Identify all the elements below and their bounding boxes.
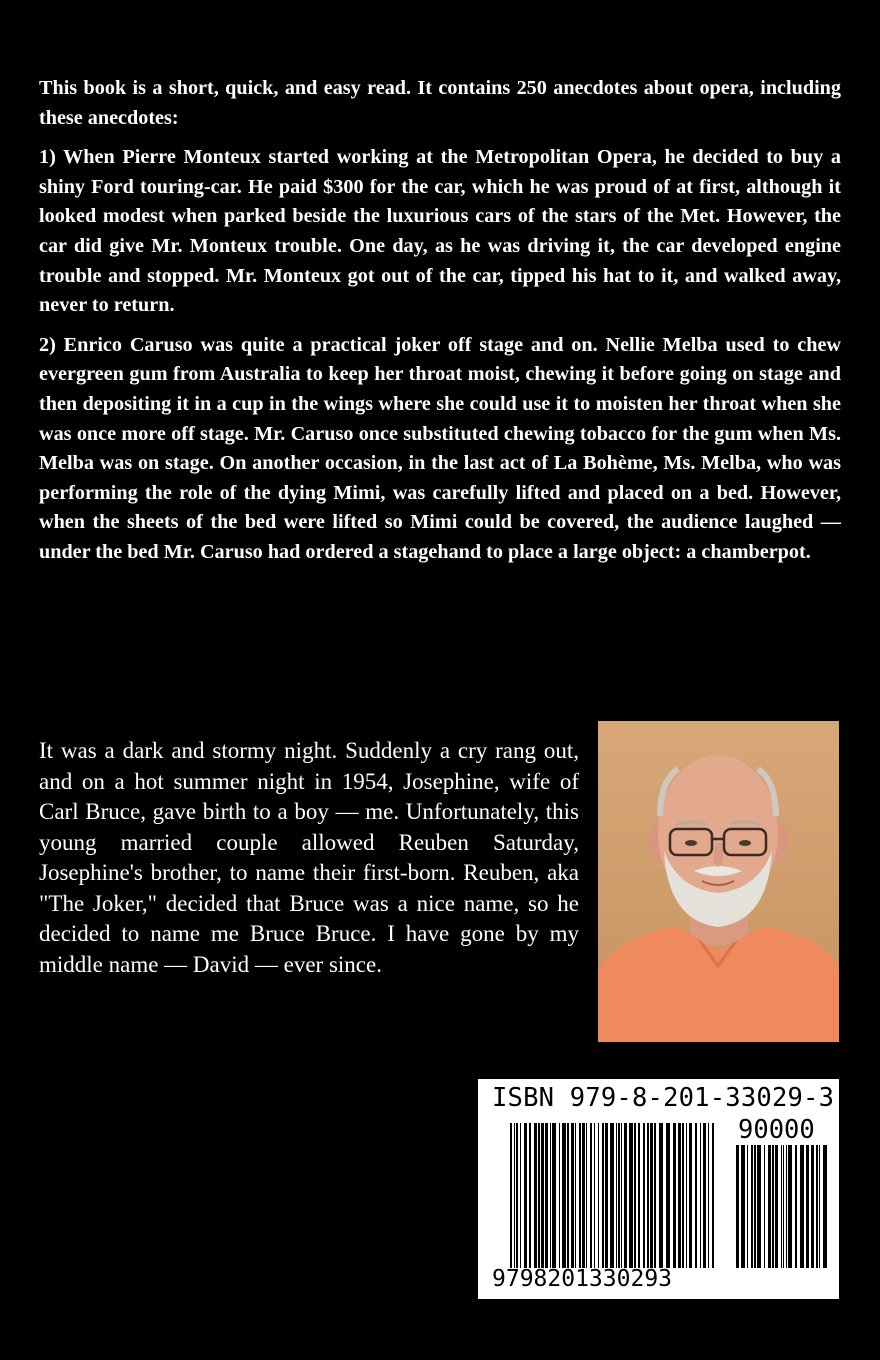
barcode-bar	[783, 1145, 784, 1268]
barcode-bar	[673, 1123, 676, 1268]
barcode-bar	[552, 1123, 556, 1268]
barcode-bar	[550, 1123, 551, 1268]
barcode-bar	[736, 1145, 739, 1268]
barcode-bar	[538, 1123, 540, 1268]
barcode-bar	[650, 1123, 653, 1268]
barcode-bar	[764, 1145, 765, 1268]
barcode-bar	[678, 1123, 681, 1268]
back-cover-blurb	[39, 74, 841, 578]
price-code: 90000	[738, 1115, 815, 1145]
barcode-bar	[811, 1145, 814, 1268]
barcode-bar	[700, 1123, 701, 1268]
barcode-bar	[524, 1123, 527, 1268]
barcode-bar	[712, 1123, 714, 1268]
barcode-bar	[562, 1123, 566, 1268]
barcode-bar	[754, 1145, 756, 1268]
anecdote-1: 1) When Pierre Monteux started working at the Metropolitan Opera, he decided to buy a shiny Ford touring-car. He paid $300 for the car, which he was proud of at first, although it looked modest when parked beside the luxurious cars of the stars of the Met. However, the car did give Mr. Monteux trouble. One day, as he was driving it, the car developed engine trouble and stopped. Mr. Monteux got out of the car, tipped his hat to it, and walked away, never to return.	[39, 146, 841, 317]
author-bio: It was a dark and stormy night. Suddenly a cry rang out, and on a hot summer night in 1954, Josephine, wife of Carl Bruce, gave birth to a boy — me. Unfortunately, this young married couple allowed Reuben Saturday, Josephine's brother, to name their first-born. Reuben, aka "The Joker," decided that Bruce was a nice name, so he decided to name me Bruce Bruce. I have gone by my middle name — David — ever since.	[39, 738, 579, 977]
barcode-bar	[559, 1123, 560, 1268]
barcode-bar	[605, 1123, 608, 1268]
barcode-bar	[621, 1123, 622, 1268]
barcode-bar	[616, 1123, 617, 1268]
barcode-bar	[747, 1145, 748, 1268]
barcode-bar	[686, 1123, 687, 1268]
anecdote-2: 2) Enrico Caruso was quite a practical joker off stage and on. Nellie Melba used to chew evergreen gum from Australia to keep her throat moist, chewing it before going on stage and then depositing it in a cup in the wings where she could use it to moisten her throat when she was once more off stage. Mr. Caruso once substituted chewing tobacco for the gum when Ms. Melba was on stage. On another occasion, in the last act of La Bohème, Ms. Melba, who was performing the role of the dying Mimi, was carefully lifted and placed on a bed. However, when the sheets of the bed were lifted so Mimi could be covered, the audience laughed — under the bed Mr. Caruso had ordered a stagehand to place a large object: a chamberpot.	[39, 333, 841, 563]
isbn-label: ISBN 979-8-201-33029-3	[492, 1083, 835, 1113]
barcode-bar	[586, 1123, 587, 1268]
barcode-bar	[594, 1123, 595, 1268]
barcode-bar	[610, 1123, 614, 1268]
barcode-bar	[816, 1145, 818, 1268]
barcode-bar	[682, 1123, 684, 1268]
barcode-bar	[602, 1123, 604, 1268]
barcode-bar	[757, 1145, 761, 1268]
barcode-bar	[629, 1123, 633, 1268]
isbn-barcode	[478, 1079, 839, 1299]
barcode-bar	[806, 1145, 809, 1268]
barcode-bar	[582, 1123, 585, 1268]
barcode-bar	[741, 1145, 745, 1268]
barcode-bar	[510, 1123, 512, 1268]
barcode-bar	[575, 1123, 576, 1268]
barcode-bar	[772, 1145, 774, 1268]
barcode-bar	[598, 1123, 599, 1268]
barcode-bar	[634, 1123, 636, 1268]
blurb-intro: This book is a short, quick, and easy read. It contains 250 anecdotes about opera, including these anecdotes:	[39, 77, 841, 129]
ean-digits: 9798201330293	[492, 1266, 673, 1292]
barcode-bar	[786, 1145, 787, 1268]
barcode-bar	[638, 1123, 640, 1268]
barcode-bar	[643, 1123, 645, 1268]
barcode-bar	[545, 1123, 548, 1268]
barcode-bar	[703, 1123, 706, 1268]
author-portrait-icon	[598, 721, 839, 1042]
barcode-bar	[516, 1123, 518, 1268]
barcode-bar	[695, 1123, 697, 1268]
barcode-bar	[567, 1123, 569, 1268]
barcode-bar	[579, 1123, 581, 1268]
barcode-bar	[659, 1123, 663, 1268]
barcode-bar	[819, 1145, 820, 1268]
barcode-bar	[800, 1145, 804, 1268]
barcode-bar	[624, 1123, 627, 1268]
barcode-bar	[514, 1123, 515, 1268]
barcode-bar	[708, 1123, 709, 1268]
barcode-bar	[781, 1145, 782, 1268]
barcode-bar	[647, 1123, 649, 1268]
author-photo	[598, 721, 839, 1042]
barcode-bar	[590, 1123, 592, 1268]
barcode-bar	[666, 1123, 670, 1268]
barcode-bar	[775, 1145, 778, 1268]
barcode-bar	[788, 1145, 792, 1268]
barcode-bar	[751, 1145, 753, 1268]
barcode-bar	[571, 1123, 574, 1268]
barcode-bar	[823, 1145, 827, 1268]
barcode-bar	[689, 1123, 692, 1268]
barcode-bar	[618, 1123, 620, 1268]
barcode-bar	[520, 1123, 521, 1268]
barcode-bar	[654, 1123, 656, 1268]
barcode-bar	[768, 1145, 771, 1268]
barcode-bar	[534, 1123, 537, 1268]
barcode-bar	[529, 1123, 531, 1268]
barcode-bar	[795, 1145, 797, 1268]
barcode-bar	[541, 1123, 544, 1268]
